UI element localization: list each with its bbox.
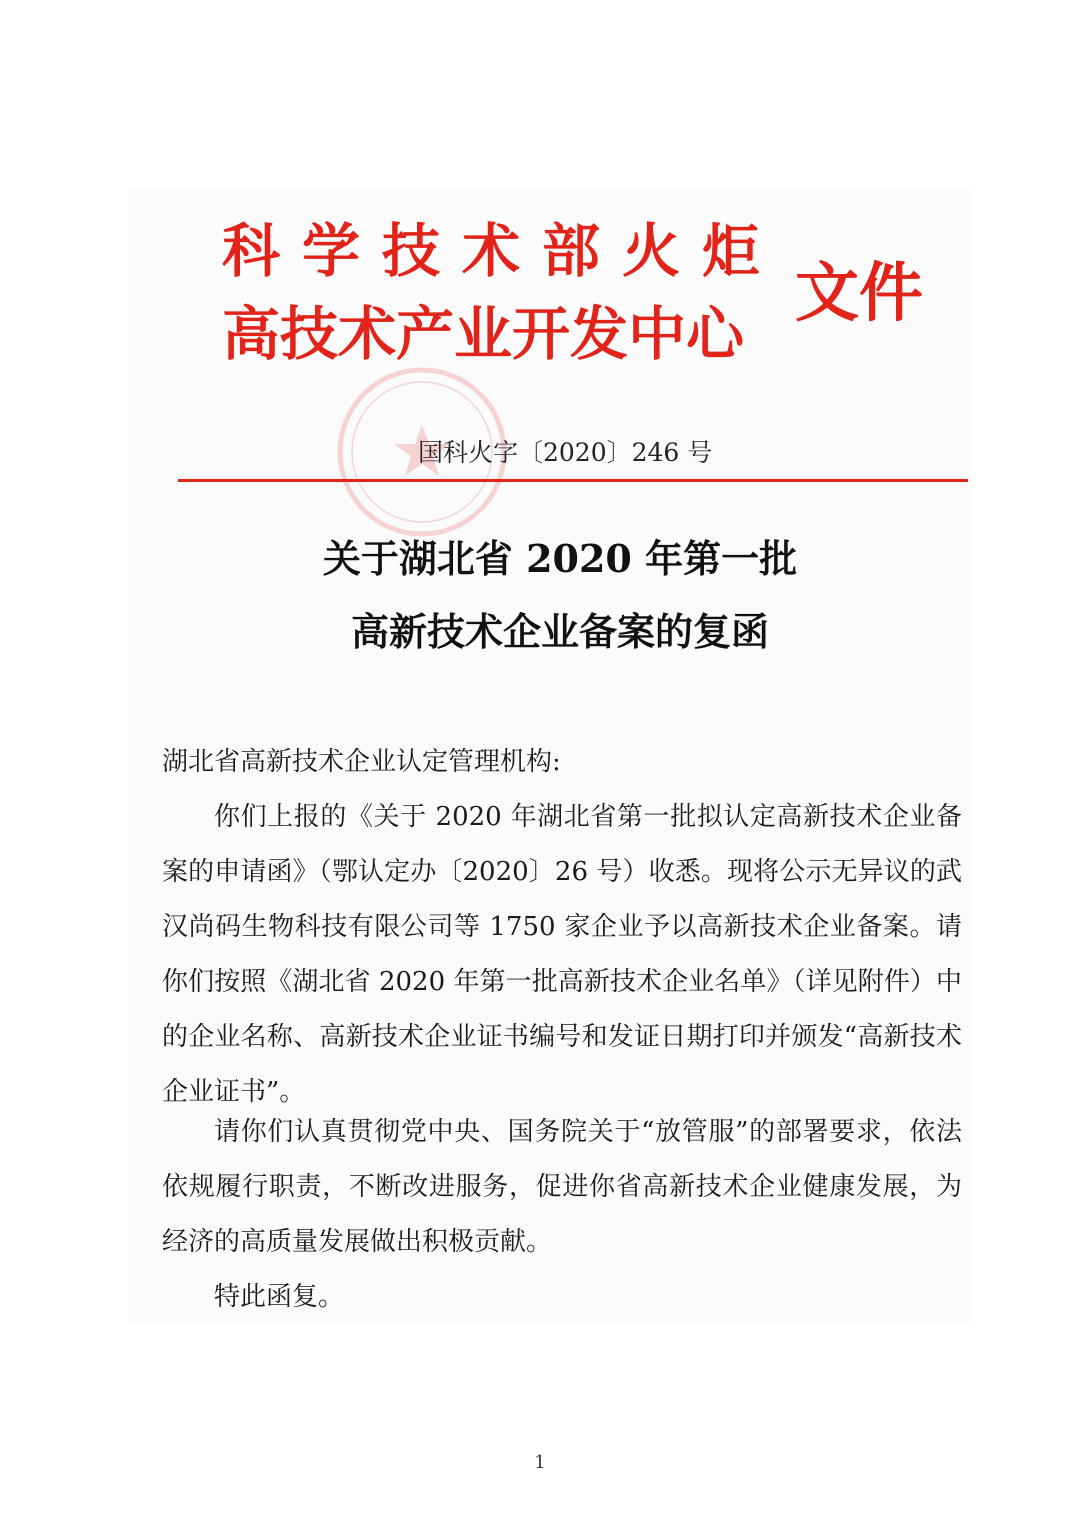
body-paragraph-2: 请你们认真贯彻党中央、国务院关于“放管服”的部署要求，依法依规履行职责，不断改进服务，促进你省高新技术企业健康发展，为经济的高质量发展做出积极贡献。 [162, 1117, 962, 1257]
document-number: 国科火字〔2020〕246 号 [418, 438, 713, 467]
document-title-line-2: 高新技术企业备案的复函 [350, 609, 769, 654]
document-type-label: 文件 [795, 257, 923, 331]
body-paragraph-1: 你们上报的《关于 2020 年湖北省第一批拟认定高新技术企业备案的申请函》（鄂认定办〔2020〕26 号）收悉。现将公示无异议的武汉尚码生物科技有限公司等 1750 家企业予以高新技术企业备案。请你们按照《湖北省 2020 年第一批高新技术企业名单》（详见附件）中的企业名称、高新技术企业证书编号和发证日期打印并颁发“高新技术企业证书”。 [162, 802, 962, 1107]
issuing-org-line-2: 高技术产业开发中心 [222, 300, 745, 368]
red-divider [178, 479, 968, 482]
page-number: 1 [534, 1452, 546, 1473]
document-title-line-1: 关于湖北省 2020 年第一批 [322, 536, 798, 581]
body-paragraph-3: 特此函复。 [214, 1282, 345, 1312]
issuing-org-line-1: 科学技术部火炬 [222, 217, 783, 285]
addressee: 湖北省高新技术企业认定管理机构: [162, 747, 561, 777]
